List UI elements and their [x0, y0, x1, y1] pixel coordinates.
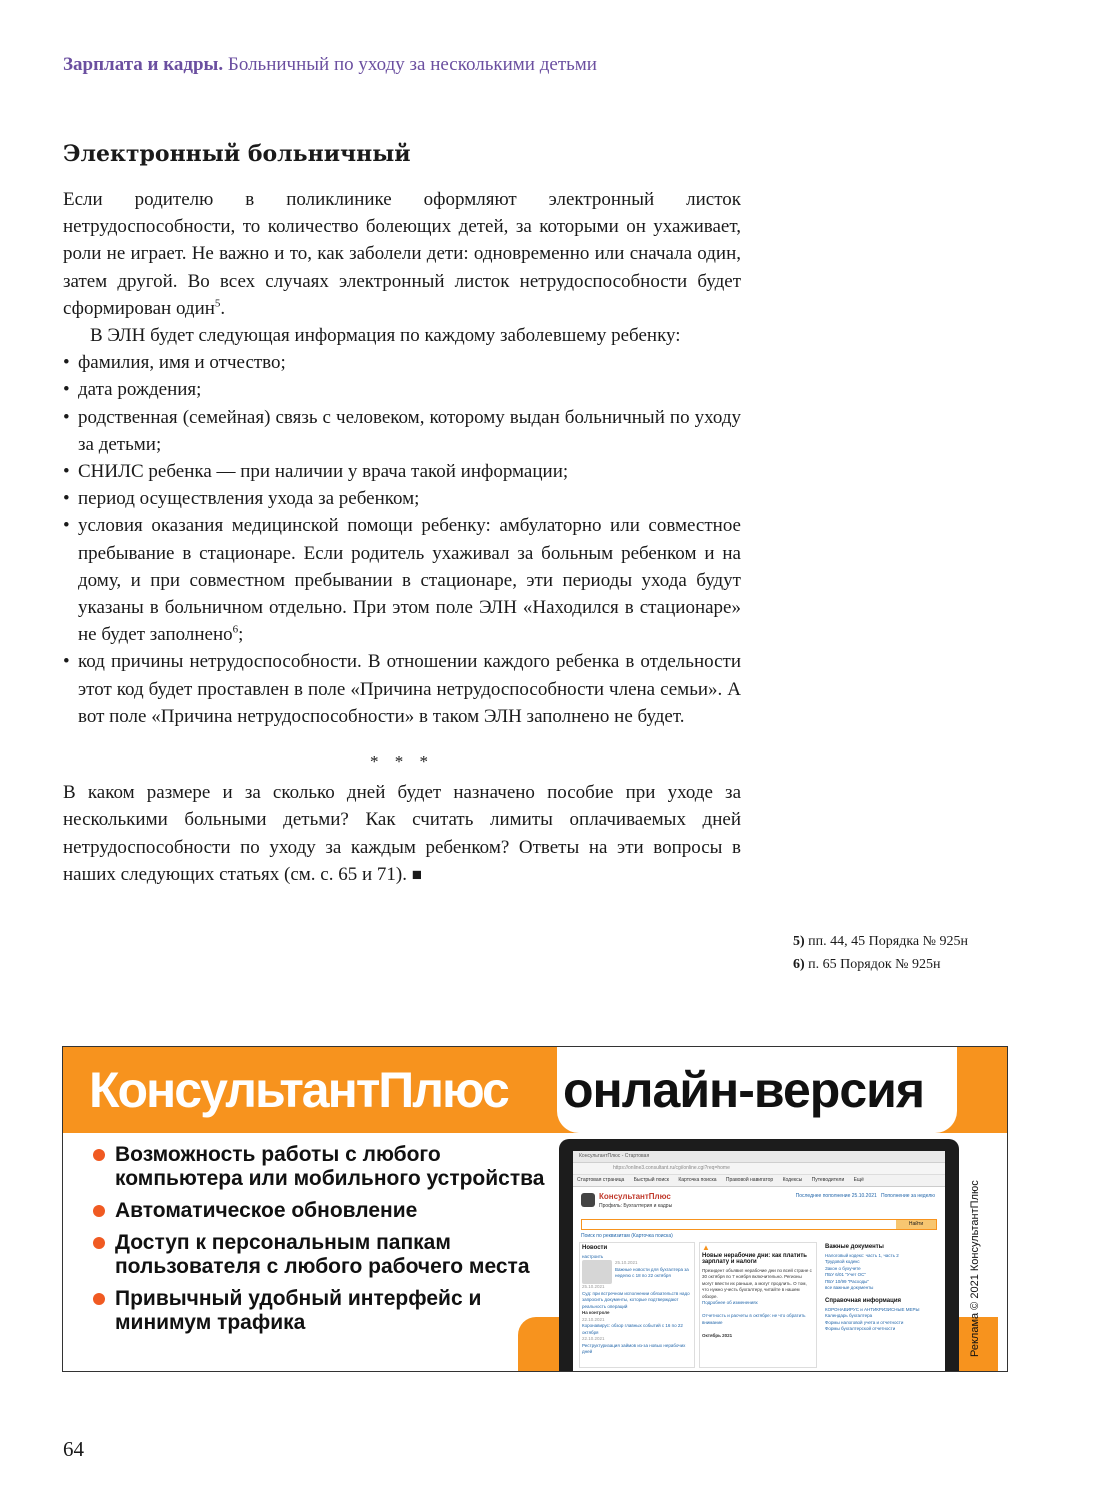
footnote-num: 6) [793, 957, 805, 972]
footnotes [793, 930, 968, 976]
list-item-text: условия оказания медицинской помощи ребенку: амбулаторно или совместное пребывание в стационаре. Если родитель ухаживал за больным ребенком и на дому, и при совместном пребывании в стационаре, эти периоды ухода будут указаны в больничном отдельно. При этом поле ЭЛН «Находился в стационаре» не будет заполнено [78, 515, 741, 646]
kp-ref-link: Формы налоговой учета и отчетности [825, 1319, 904, 1325]
toolbar-item: Карточка поиска [678, 1177, 717, 1183]
browser-address: https://online3.consultant.ru/cgi/online.cgi?req=home [573, 1163, 945, 1175]
header-title: Больничный по уходу за несколькими детьми [227, 54, 597, 75]
kp-center-column [699, 1242, 817, 1368]
list-item: • код причины нетрудоспособности. В отношении каждого ребенка в отдельности этот код будет проставлен в поле «Причина нетрудоспособности члена семьи». А вот поле «Причина нетрудоспособности» в таком ЭЛН заполнено не будет. [63, 648, 741, 730]
kp-doc-link: все важные документы [825, 1285, 874, 1290]
footnote-ref-5: 5 [214, 297, 221, 310]
list-item: • период осуществления ухода за ребенком; [63, 485, 741, 512]
ad-feature-text: Доступ к персональным папкам пользователя с любого рабочего места [115, 1231, 530, 1278]
ad-brand-name: КонсультантПлюс [89, 1062, 508, 1118]
footnote-text: п. 65 Порядок № 925н [808, 957, 941, 972]
toolbar-item: Путеводители [811, 1177, 845, 1183]
footnote-num: 5) [793, 934, 805, 949]
article-body [63, 186, 741, 888]
kp-docs-title: Важные документы [825, 1244, 884, 1250]
laptop-screenshot [559, 1139, 959, 1372]
info-list [63, 349, 741, 730]
paragraph-1-text: Если родителю в поликлинике оформляют электронный листок нетрудоспособности, то количество болеющих детей, за которыми он ухаживает, роли не играет. Не важно и то, как заболели дети: одновременно или сначала один, затем другой. Во всех случаях электронный листок нетрудоспособности будет сформирован один [63, 189, 741, 319]
page-number: 64 [63, 1437, 84, 1461]
paragraph-1 [63, 186, 741, 322]
kp-news-column [579, 1242, 695, 1368]
list-item: • фамилия, имя и отчество; [63, 349, 741, 376]
advertisement-banner[interactable] [62, 1046, 1008, 1372]
footnote-text: пп. 44, 45 Порядка № 925н [808, 934, 968, 949]
kp-news-tag: На контроле [582, 1310, 610, 1315]
kp-news-date: 22.10.2021 [582, 1336, 605, 1341]
bullet-dot-icon [93, 1293, 105, 1305]
kp-center-note: Отчетность и расчеты в октябре: не что обратить внимание [702, 1313, 806, 1325]
ad-version-label: онлайн-версия [563, 1062, 925, 1118]
kp-news-setup: настроить [582, 1253, 604, 1259]
toolbar-item: Правовой навигатор [725, 1177, 774, 1183]
kp-search-button: Найти [896, 1220, 936, 1229]
kp-docs-column [823, 1242, 935, 1366]
footnote-ref-6: 6 [232, 623, 239, 636]
laptop-screen [573, 1151, 945, 1372]
kp-center-text: Президент объявил нерабочие дни по всей стране с 30 октября по 7 ноября включительно. Регионы могут ввести их раньше, а могут продлить. О том, что нужно учесть бухгалтеру, читайте в нашем обзоре. [702, 1267, 812, 1299]
kp-doc-link: Налоговый кодекс: часть 1, часть 2 [825, 1252, 899, 1258]
kp-header [573, 1187, 945, 1219]
toolbar-item: Быстрый поиск [633, 1177, 669, 1183]
kp-ref-link: КОРОНАВИРУС и АНТИКРИЗИСНЫЕ МЕРЫ [825, 1306, 920, 1312]
footnote-5 [793, 930, 968, 953]
list-item [63, 512, 741, 648]
end-mark: ■ [411, 864, 423, 884]
warning-icon: ▲ [702, 1243, 710, 1252]
kp-update-week: Пополнение за неделю [880, 1193, 935, 1199]
kp-news-item: Суд: при встречном исполнении обязательств надо запросить документы, которые подтверждают реальность операций [582, 1290, 690, 1309]
kp-doc-link: ПБУ 6/01 "Учет ОС" [825, 1272, 867, 1277]
list-item-end: ; [238, 624, 244, 646]
kp-news-item: Реструктуризация займов из-за новых нерабочих дней [582, 1342, 686, 1354]
list-item: • дата рождения; [63, 376, 741, 403]
kp-logo-text: КонсультантПлюс [599, 1192, 671, 1201]
news-photo-icon [582, 1260, 612, 1284]
paragraph-1-end: . [220, 297, 226, 319]
kp-center-title: Новые нерабочие дни: как платить зарплату и налоги [702, 1252, 807, 1265]
ad-feature [93, 1199, 553, 1223]
kp-columns [573, 1242, 945, 1368]
closing-text: В каком размере и за сколько дней будет назначено пособие при уходе за несколькими больными детьми? Как считать лимиты оплачиваемых дней нетрудоспособности по уходу за каждым ребенком? Ответы на эти вопросы в наших следующих статьях (см. с. 65 и 71). [63, 782, 741, 885]
kp-logo-icon [581, 1193, 595, 1207]
kp-news-date: 25.10.2021 [582, 1284, 605, 1289]
bullet-dot-icon [93, 1149, 105, 1161]
kp-doc-link: Трудовой кодекс [825, 1259, 860, 1264]
list-item: • родственная (семейная) связь с человеком, которому выдан больничный по уходу за детьми; [63, 404, 741, 458]
toolbar-item: Стартовая страница [577, 1177, 625, 1183]
kp-doc-link: Закон о бухучете [825, 1265, 861, 1271]
kp-toolbar [573, 1175, 945, 1187]
kp-ref-link: Формы бухгалтерской отчетности [825, 1326, 896, 1331]
kp-news-date: 25.10.2021 [615, 1260, 638, 1265]
ad-feature-text: Привычный удобный интерфейс и минимум трафика [115, 1287, 482, 1334]
kp-last-update-text: Последнее пополнение 25.10.2021 [795, 1193, 877, 1199]
kp-news-item: Коронавирус: обзор главных событий с 16 по 22 октября [582, 1323, 683, 1335]
bullet-dot-icon [93, 1205, 105, 1217]
toolbar-item: Ещё [853, 1177, 864, 1183]
ad-feature [93, 1287, 553, 1335]
kp-center-link: Подробнее об изменениях [702, 1300, 758, 1305]
section-separator: * * * [370, 752, 434, 772]
kp-calendar: Октябрь 2021 [702, 1332, 733, 1338]
header-section: Зарплата и кадры. [63, 54, 224, 75]
kp-advanced-search: Поиск по реквизитам (Карточка поиска) [581, 1233, 673, 1239]
ad-feature [93, 1143, 553, 1191]
kp-ref-title: Справочная информация [825, 1298, 902, 1304]
ad-feature-text: Возможность работы с любого компьютера или мобильного устройства [115, 1143, 545, 1190]
ad-legal-note: Реклама © 2021 КонсультантПлюс [969, 1180, 981, 1357]
closing-paragraph [63, 779, 741, 888]
browser-tab: КонсультантПлюс - Стартовая [573, 1151, 945, 1163]
section-heading: Электронный больничный [63, 141, 411, 167]
kp-doc-link: ПБУ 10/99 "Расходы" [825, 1278, 869, 1284]
footnote-6 [793, 953, 968, 976]
ad-feature [93, 1231, 553, 1279]
running-header [63, 54, 597, 76]
kp-news-item: Важные новости для бухгалтера за неделю с 18 по 22 октября [615, 1266, 689, 1278]
toolbar-item: Кодексы [782, 1177, 803, 1183]
kp-last-update [796, 1193, 935, 1199]
kp-news-title: Новости [582, 1245, 608, 1251]
ad-feature-list [93, 1143, 553, 1343]
paragraph-2: В ЭЛН будет следующая информация по каждому заболевшему ребенку: [90, 325, 681, 347]
bullet-dot-icon [93, 1237, 105, 1249]
kp-news-date: 22.10.2021 [582, 1316, 605, 1322]
kp-search-field [581, 1219, 937, 1230]
ad-feature-text: Автоматическое обновление [115, 1199, 418, 1222]
list-item: • СНИЛС ребенка — при наличии у врача такой информации; [63, 458, 741, 485]
kp-profile: Профиль: Бухгалтерия и кадры [599, 1203, 673, 1209]
kp-ref-link: Календарь бухгалтера [825, 1313, 873, 1318]
